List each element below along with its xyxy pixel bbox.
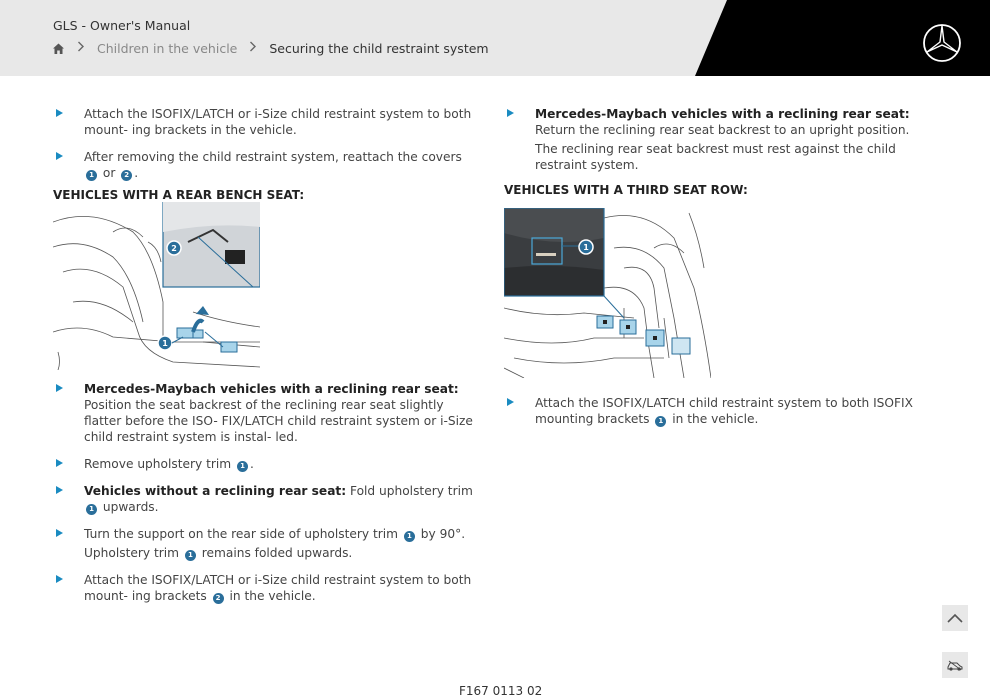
list-item: Mercedes-Maybach vehicles with a reclining rear seat: Position the seat backrest of the reclining rear seat slightly flatter before the ISO- FIX/LATCH child restraint system or i-Size child restraint system is instal- led. <box>53 381 473 445</box>
bullet-arrow-icon <box>56 486 63 494</box>
svg-text:1: 1 <box>583 243 589 252</box>
left-column <box>53 106 473 203</box>
list-item: Vehicles without a reclining rear seat: Fold upholstery trim 1 upwards. <box>53 483 473 515</box>
figure-label: F167 0113 02 <box>459 684 543 698</box>
bullet-arrow-icon <box>56 575 63 583</box>
list-item: After removing the child restraint system, reattach the covers 1 or 2 . <box>53 149 473 181</box>
marker-1-icon: 1 <box>185 550 196 561</box>
marker-1-icon: 1 <box>86 504 97 515</box>
bullet-arrow-icon <box>56 459 63 467</box>
breadcrumb-item-children[interactable]: Children in the vehicle <box>97 41 238 56</box>
list-item: Attach the ISOFIX/LATCH or i-Size child restraint system to both mount- ing brackets 2 in the vehicle. <box>53 572 473 604</box>
mercedes-star-logo <box>922 23 962 63</box>
list-item: Attach the ISOFIX/LATCH or i-Size child restraint system to both mount- ing brackets in the vehicle. <box>53 106 473 138</box>
bullet-arrow-icon <box>507 398 514 406</box>
right-column-lower <box>504 395 924 438</box>
vehicle-button[interactable] <box>942 652 968 678</box>
home-icon[interactable] <box>52 42 65 55</box>
marker-1-icon: 1 <box>86 170 97 181</box>
list-item: Remove upholstery trim 1 . <box>53 456 473 472</box>
marker-1-icon: 1 <box>404 531 415 542</box>
third-seat-row-illustration <box>504 208 711 378</box>
bullet-arrow-icon <box>507 109 514 117</box>
list-item: Turn the support on the rear side of upholstery trim 1 by 90°. Upholstery trim 1 remains folded upwards. <box>53 526 473 561</box>
chevron-right-icon <box>243 41 263 56</box>
chevron-right-icon <box>71 41 91 56</box>
bullet-arrow-icon <box>56 384 63 392</box>
marker-2-icon: 2 <box>121 170 132 181</box>
chevron-up-icon <box>947 613 963 623</box>
left-column-lower <box>53 381 473 615</box>
breadcrumb <box>52 41 489 56</box>
list-item: Attach the ISOFIX/LATCH child restraint system to both ISOFIX mounting brackets 1 in the vehicle. <box>504 395 924 427</box>
section-heading-bench: VEHICLES WITH A REAR BENCH SEAT: <box>53 188 305 202</box>
bullet-arrow-icon <box>56 152 63 160</box>
list-item: Mercedes-Maybach vehicles with a reclining rear seat: Return the reclining rear seat backrest to an upright position. The reclining rear seat backrest must rest against the child restraint system. <box>504 106 924 173</box>
svg-text:1: 1 <box>162 339 168 348</box>
marker-1-icon: 1 <box>237 461 248 472</box>
section-heading-third-row: VEHICLES WITH A THIRD SEAT ROW: <box>504 183 748 197</box>
app-title: GLS - Owner's Manual <box>53 18 191 33</box>
breadcrumb-item-current: Securing the child restraint system <box>269 41 489 56</box>
bullet-arrow-icon <box>56 529 63 537</box>
rear-bench-seat-illustration <box>53 202 260 370</box>
svg-text:2: 2 <box>171 244 177 253</box>
bullet-arrow-icon <box>56 109 63 117</box>
vehicle-icon <box>947 659 963 671</box>
marker-2-icon: 2 <box>213 593 224 604</box>
right-column <box>504 106 924 198</box>
header-bar <box>0 0 990 76</box>
marker-1-icon: 1 <box>655 416 666 427</box>
scroll-to-top-button[interactable] <box>942 605 968 631</box>
